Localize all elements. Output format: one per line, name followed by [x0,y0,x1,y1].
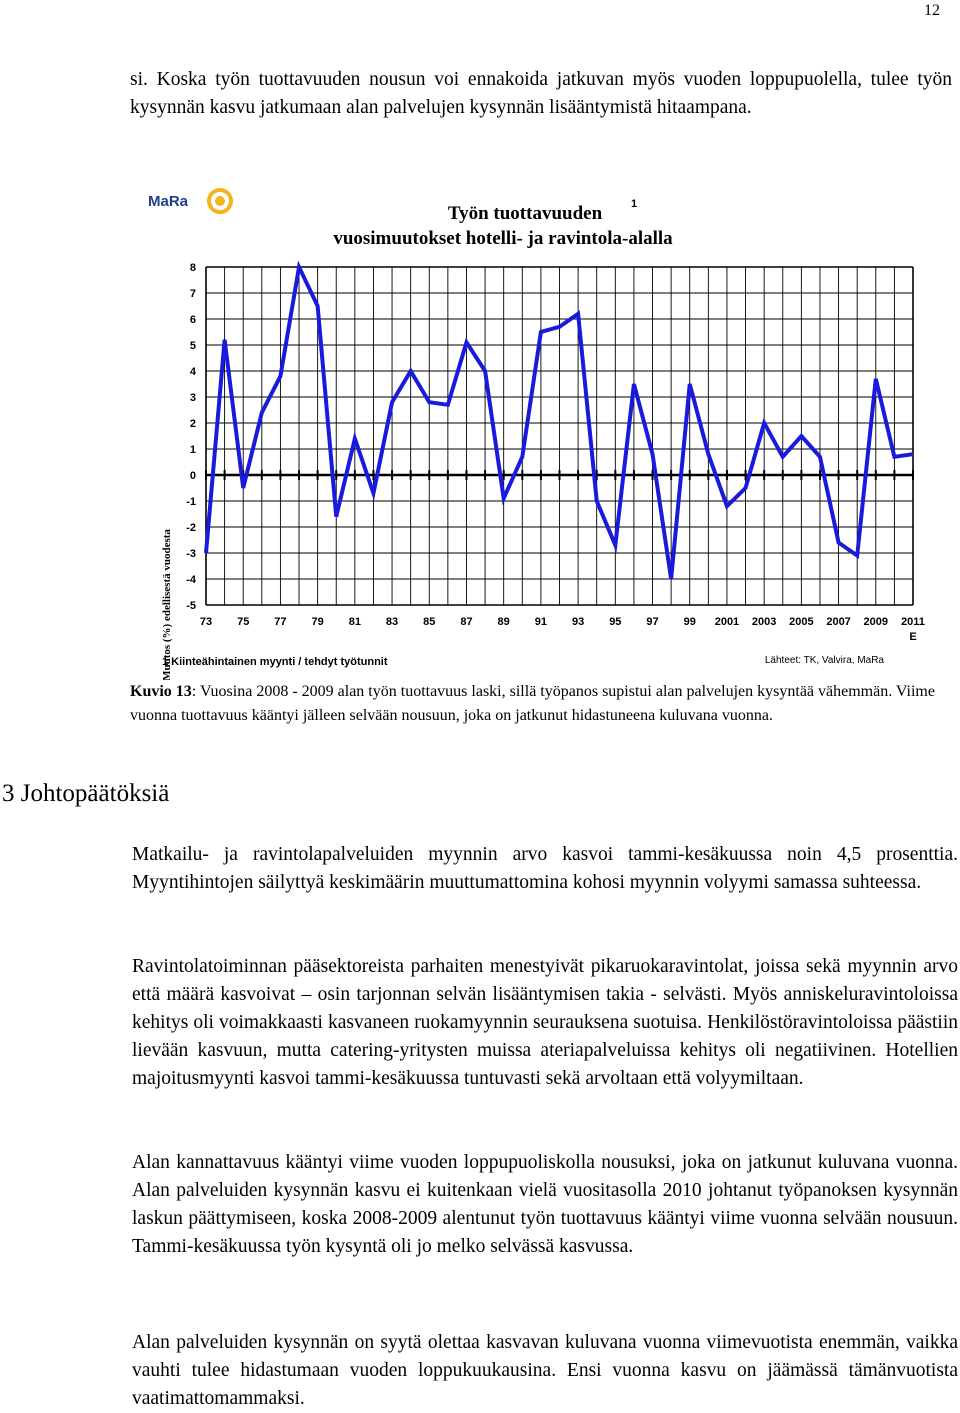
page-number: 12 [924,2,940,19]
paragraph-3: Alan kannattavuus kääntyi viime vuoden loppupuoliskolla nousuksi, joka on jatkunut kuluvana vuonna. Alan palveluiden kysynnän kasvu ei kuitenkaan vielä vuositasolla 2010 johtanut työpanoksen kysynnän laskun päättymiseen, koska 2008-2009 alentunut työn tuottavuus kääntyi viime vuonna selvään nousuun. Tammi-kesäkuussa työn kysyntä oli jo melko selvässä kasvussa. [132,1152,958,1257]
x-tick-label: 95 [609,616,622,628]
x-tick-label: 75 [237,616,250,628]
chart-footnote: 1 Kiinteähintainen myynti / tehdyt työtunnit [162,656,388,668]
x-tick-label: 85 [423,616,436,628]
paragraph-1: Matkailu- ja ravintolapalveluiden myynnin arvo kasvoi tammi-kesäkuussa noin 4,5 prosenttia. Myyntihintojen säilyttyä keskimäärin muuttumattomina kohosi myynnin volyymi samassa suhteessa. [132,844,958,893]
chart-y-ticks [186,262,197,612]
x-tick-label: 97 [646,616,659,628]
x-tick-label: 2007 [826,616,851,628]
x-tick-label: 77 [274,616,287,628]
intro-paragraph: si. Koska työn tuottavuuden nousun voi ennakoida jatkuvan myös vuoden loppupuolella, tulee työn kysynnän kasvu jatkumaan alan palvelujen kysynnän lisääntymistä hitaampana. [130,69,952,118]
paragraph-4: Alan palveluiden kysynnän on syytä olettaa kasvavan kuluvana vuonna viimevuotista enemmän, vaikka vauhti tulee hidastumaan vuoden loppukuukausina. Ensi vuonna kasvu on jäämässä tämänvuotista vaatimattomammaksi. [132,1332,958,1409]
chart-title-line2: vuosimuutokset hotelli- ja ravintola-alalla [333,228,673,249]
x-tick-label: 87 [460,616,473,628]
chart-y-axis-label: Muutos (%) edellisestä vuodesta [161,529,173,680]
x-tick-label: 2005 [789,616,814,628]
chart-title-superscript: 1 [631,198,638,210]
y-tick-label: 1 [189,444,196,456]
figure-caption [130,680,958,728]
y-tick-label: 0 [189,470,196,482]
chart-x-ticks [200,616,925,643]
caption-text: : Vuosina 2008 - 2009 alan työn tuottavuus laski, sillä työpanos supistui alan palvelujen kysyntää vähemmän. Viime vuonna tuottavuus kääntyi jälleen selvään nousuun, joka on jatkunut hidastuneena kuluvana vuonna. [130,683,935,724]
y-tick-label: -5 [186,600,196,612]
chart-container [140,180,940,680]
mara-logo-dot-icon [215,196,225,206]
caption-label: Kuvio 13 [130,683,192,700]
x-tick-estimate-suffix: E [909,631,917,643]
y-tick-label: 6 [189,314,196,326]
x-tick-label: 2003 [751,616,777,628]
paragraph-2: Ravintolatoiminnan pääsektoreista parhaiten menestyivät pikaruokaravintolat, joissa sekä myynnin arvo että määrä kasvoivat – osin tarjonnan selvän lisääntymisen takia - selvästi. Myös anniskeluravintoloissa kehitys oli voimakkaasti kasvaneen ruokamyynnin seurauksena suotuisa. Henkilöstöravintoloissa päästiin lievään kasvuun, mutta catering-yritysten muissa ateriapalveluissa kehitys oli negatiivinen. Hotellien majoitusmyynti kasvoi tammi-kesäkuussa tuntuvasti sekä arvoltaan että volyymiltaan. [132,956,958,1089]
mara-logo [148,190,231,212]
mara-logo-text: MaRa [148,193,189,210]
y-tick-label: 4 [189,366,196,378]
x-tick-label: 99 [683,616,696,628]
chart-title-line1: Työn tuottavuuden [447,203,603,224]
y-tick-label: 8 [189,262,196,274]
x-tick-label: 83 [385,616,399,628]
y-tick-label: 7 [189,288,196,300]
x-tick-label: 73 [199,616,213,628]
x-tick-label: 89 [497,616,510,628]
x-tick-label: 2009 [863,616,889,628]
chart-gridlines [206,267,913,605]
y-tick-label: -3 [186,548,196,560]
chart-source: Lähteet: TK, Valvira, MaRa [764,655,884,666]
x-tick-label: 91 [534,616,548,628]
x-tick-label: 79 [311,616,324,628]
x-tick-label: 93 [571,616,585,628]
x-tick-label: 2001 [714,616,740,628]
y-tick-label: 5 [189,340,196,352]
y-tick-label: 3 [189,392,196,404]
y-tick-label: 2 [189,418,196,430]
productivity-line-chart [140,180,940,680]
x-tick-label: 81 [348,616,361,628]
x-tick-label: 2011 [901,616,925,628]
y-tick-label: -2 [186,522,196,534]
section-heading: 3 Johtopäätöksiä [2,780,170,807]
y-tick-label: -4 [186,574,196,586]
y-tick-label: -1 [186,496,196,508]
